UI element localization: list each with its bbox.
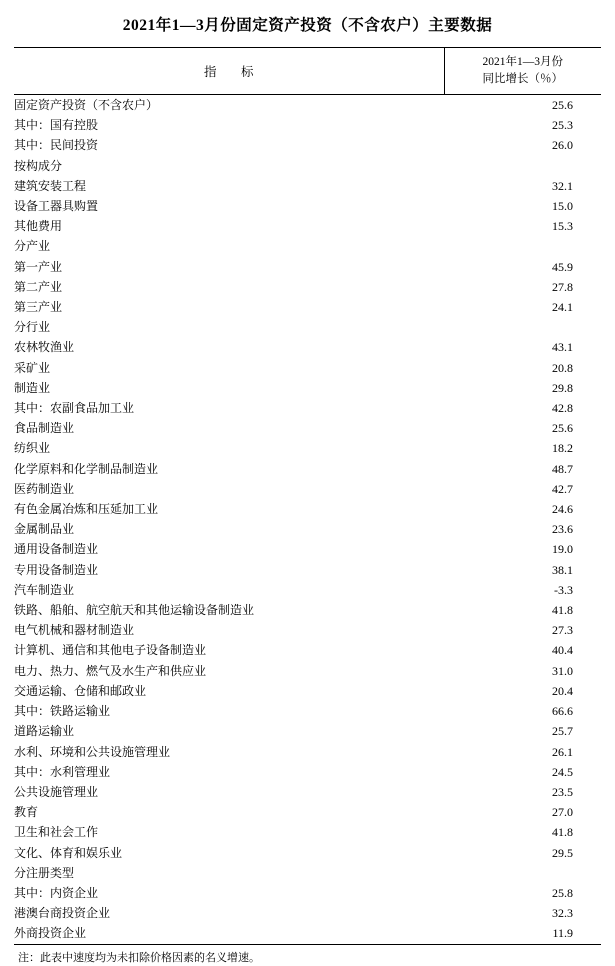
row-value: 18.2 xyxy=(552,441,573,456)
row-value: 24.5 xyxy=(552,764,573,779)
table-row xyxy=(14,721,601,741)
table-row xyxy=(14,277,601,297)
table-row xyxy=(14,216,601,236)
row-value: 41.8 xyxy=(552,603,573,618)
row-label: 化学原料和化学制品制造业 xyxy=(14,461,159,476)
row-value: 31.0 xyxy=(552,663,573,678)
row-label: 卫生和社会工作 xyxy=(14,825,99,840)
row-label: 固定资产投资（不含农户） xyxy=(14,98,159,112)
row-label: 计算机、通信和其他电子设备制造业 xyxy=(14,643,207,658)
row-label: 按构成分 xyxy=(14,158,63,173)
table-row xyxy=(14,600,601,620)
row-label: 医药制造业 xyxy=(14,481,75,496)
row-value: 23.6 xyxy=(552,522,573,537)
row-value: 45.9 xyxy=(552,259,573,274)
table-row xyxy=(14,863,601,883)
table-row xyxy=(14,701,601,721)
row-label: 公共设施管理业 xyxy=(14,784,99,799)
table-row xyxy=(14,681,601,701)
row-value: 20.4 xyxy=(552,683,573,698)
table-row xyxy=(14,95,601,116)
row-value: 25.6 xyxy=(552,98,573,112)
header-value xyxy=(444,48,601,95)
table-row xyxy=(14,742,601,762)
row-value xyxy=(444,317,601,337)
row-value xyxy=(444,236,601,256)
row-value: 27.8 xyxy=(552,279,573,294)
table-row xyxy=(14,135,601,155)
page-title: 2021年1—3月份固定资产投资（不含农户）主要数据 xyxy=(122,17,493,34)
row-label: 其中：水利管理业 xyxy=(14,764,111,779)
row-value xyxy=(444,156,601,176)
row-value: 40.4 xyxy=(552,643,573,658)
table-row xyxy=(14,459,601,479)
row-value: 19.0 xyxy=(552,542,573,557)
table-header-row xyxy=(14,48,601,95)
row-label: 电气机械和器材制造业 xyxy=(14,623,135,638)
row-label: 建筑安装工程 xyxy=(14,178,87,193)
row-value: 26.0 xyxy=(552,138,573,153)
table-row xyxy=(14,418,601,438)
main-data-table xyxy=(14,47,601,945)
table-row xyxy=(14,257,601,277)
table-row xyxy=(14,802,601,822)
table-row xyxy=(14,640,601,660)
row-label: 汽车制造业 xyxy=(14,582,75,597)
row-value: 42.8 xyxy=(552,401,573,416)
row-label: 第一产业 xyxy=(14,259,63,274)
row-label: 其中：农副食品加工业 xyxy=(14,401,135,416)
row-value: 24.6 xyxy=(552,502,573,517)
table-row xyxy=(14,499,601,519)
row-label: 分注册类型 xyxy=(14,865,75,880)
row-value: 20.8 xyxy=(552,360,573,375)
row-label: 外商投资企业 xyxy=(14,926,87,941)
table-row xyxy=(14,883,601,903)
row-value: 48.7 xyxy=(552,461,573,476)
row-value: 25.8 xyxy=(552,885,573,900)
row-label: 水利、环境和公共设施管理业 xyxy=(14,744,171,759)
row-value: 11.9 xyxy=(552,926,573,941)
row-value: 32.3 xyxy=(552,906,573,921)
row-value: 66.6 xyxy=(552,704,573,719)
row-value: 29.5 xyxy=(552,845,573,860)
table-row xyxy=(14,539,601,559)
table-row xyxy=(14,438,601,458)
table-row xyxy=(14,337,601,357)
table-row xyxy=(14,661,601,681)
row-label: 交通运输、仓储和邮政业 xyxy=(14,683,147,698)
table-row xyxy=(14,479,601,499)
row-value: 42.7 xyxy=(552,481,573,496)
table-row xyxy=(14,822,601,842)
row-value: 32.1 xyxy=(552,178,573,193)
table-row xyxy=(14,903,601,923)
table-note: 注：此表中速度均为未扣除价格因素的名义增速。 xyxy=(18,951,260,964)
row-value: 29.8 xyxy=(552,380,573,395)
row-value: 23.5 xyxy=(552,784,573,799)
table-body xyxy=(14,48,601,95)
row-value: 15.0 xyxy=(552,199,573,214)
row-label: 专用设备制造业 xyxy=(14,562,99,577)
row-label: 采矿业 xyxy=(14,360,51,375)
row-value: 25.7 xyxy=(552,724,573,739)
row-label: 文化、体育和娱乐业 xyxy=(14,845,123,860)
header-value-line1: 2021年1—3月份 xyxy=(482,56,563,69)
row-label: 其中：铁路运输业 xyxy=(14,704,111,719)
row-label: 纺织业 xyxy=(14,441,51,456)
row-label: 金属制品业 xyxy=(14,522,75,537)
row-label: 其中：内资企业 xyxy=(14,885,99,900)
row-value: 25.3 xyxy=(552,118,573,133)
row-value: 15.3 xyxy=(552,219,573,234)
row-value: -3.3 xyxy=(554,582,573,597)
row-value: 38.1 xyxy=(552,562,573,577)
row-label: 制造业 xyxy=(14,380,51,395)
row-label: 铁路、船舶、航空航天和其他运输设备制造业 xyxy=(14,603,255,618)
row-label: 分产业 xyxy=(14,239,51,254)
row-label: 电力、热力、燃气及水生产和供应业 xyxy=(14,663,207,678)
row-value: 41.8 xyxy=(552,825,573,840)
table-row xyxy=(14,115,601,135)
table-row xyxy=(14,560,601,580)
table-row xyxy=(14,923,601,944)
table-row xyxy=(14,236,601,256)
table-row xyxy=(14,398,601,418)
row-value: 27.0 xyxy=(552,805,573,820)
table-row xyxy=(14,843,601,863)
table-row xyxy=(14,378,601,398)
header-value-line2: 同比增长（％） xyxy=(482,73,563,85)
table-row xyxy=(14,580,601,600)
row-label: 教育 xyxy=(14,805,39,820)
table-row xyxy=(14,297,601,317)
row-label: 通用设备制造业 xyxy=(14,542,99,557)
header-indicator: 指 标 xyxy=(14,48,444,95)
table-row xyxy=(14,176,601,196)
table-row xyxy=(14,620,601,640)
row-label: 其他费用 xyxy=(14,219,63,234)
row-label: 设备工器具购置 xyxy=(14,199,99,214)
table-row xyxy=(14,762,601,782)
table-row xyxy=(14,519,601,539)
row-label: 有色金属冶炼和压延加工业 xyxy=(14,502,159,517)
row-value: 27.3 xyxy=(552,623,573,638)
row-label: 分行业 xyxy=(14,320,51,335)
row-label: 第三产业 xyxy=(14,300,63,315)
row-label: 其中：国有控股 xyxy=(14,118,99,133)
table-row xyxy=(14,196,601,216)
table-row xyxy=(14,358,601,378)
row-label: 农林牧渔业 xyxy=(14,340,75,355)
row-value: 43.1 xyxy=(552,340,573,355)
row-label: 第二产业 xyxy=(14,279,63,294)
row-label: 道路运输业 xyxy=(14,724,75,739)
row-label: 港澳台商投资企业 xyxy=(14,906,111,921)
row-value: 25.6 xyxy=(552,421,573,436)
row-value: 26.1 xyxy=(552,744,573,759)
table-row xyxy=(14,782,601,802)
table-row xyxy=(14,156,601,176)
row-value: 24.1 xyxy=(552,300,573,315)
row-label: 食品制造业 xyxy=(14,421,75,436)
table-rows-body xyxy=(14,95,601,945)
row-value xyxy=(444,863,601,883)
table-row xyxy=(14,317,601,337)
row-label: 其中：民间投资 xyxy=(14,138,99,153)
